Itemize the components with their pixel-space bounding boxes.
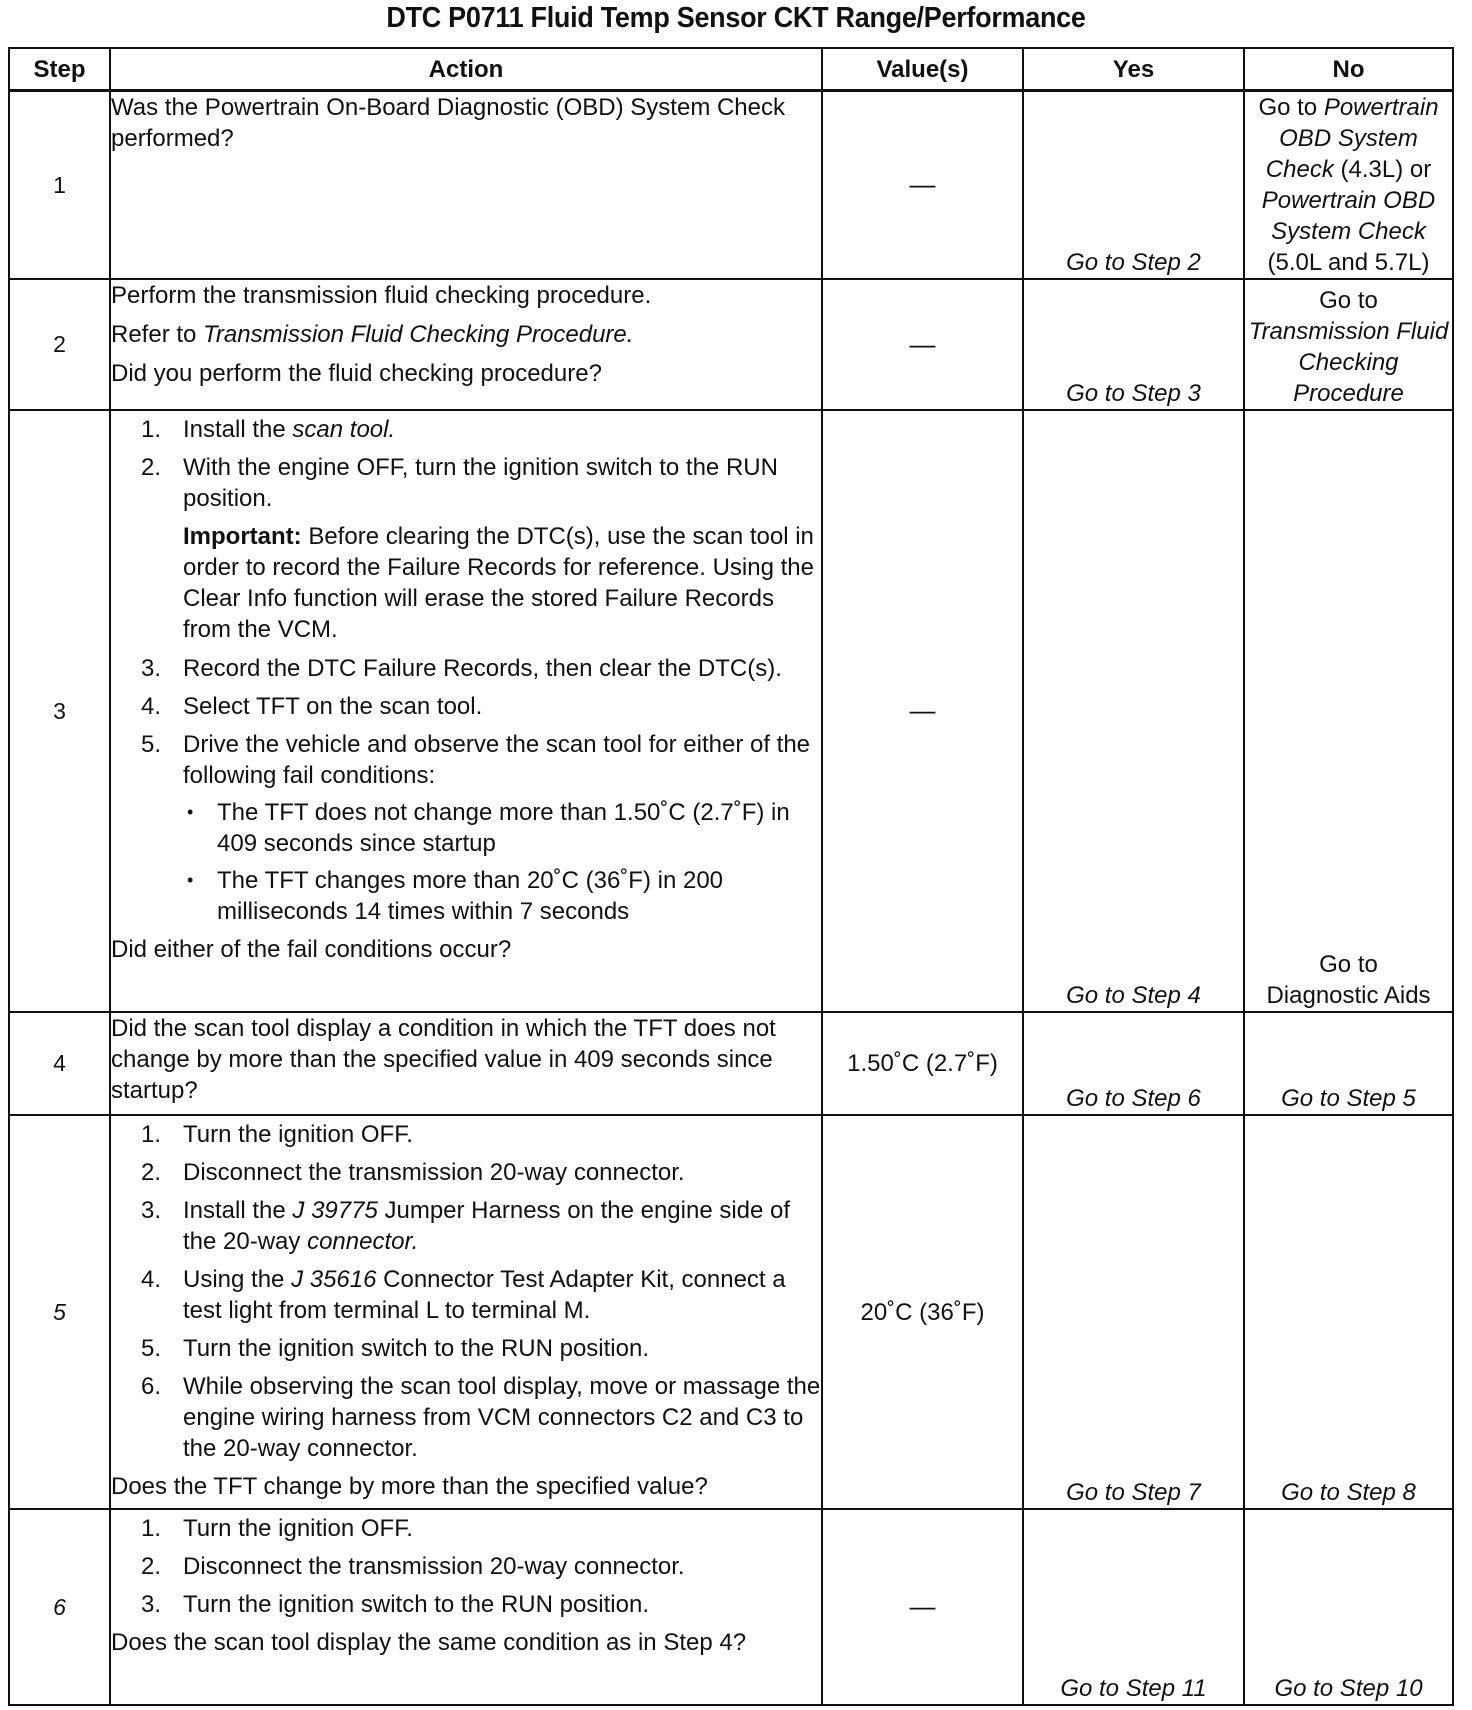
scan-tool-link[interactable]: scan tool.	[292, 416, 396, 443]
action-question: Did you perform the fluid checking procedure?	[111, 360, 602, 387]
no-cell	[1244, 91, 1453, 280]
yes-link[interactable]: Go to Step 6	[1066, 1085, 1201, 1112]
step-text: While observing the scan tool display, move or massage the engine wiring harness from VCM connectors C2 and C3 to the 20-way connector.	[183, 1373, 821, 1462]
value-cell	[822, 91, 1023, 280]
yes-link[interactable]: Go to Step 7	[1066, 1479, 1201, 1506]
action-step: 2. Disconnect the transmission 20-way connector.	[141, 1553, 685, 1580]
table-row-step-6	[9, 1509, 1453, 1705]
value-text: 1.50˚C (2.7˚F)	[847, 1050, 998, 1077]
fail-condition: • The TFT does not change more than 1.50˚C (2.7˚F) in 409 seconds since startup	[183, 797, 821, 859]
step-text: Select TFT on the scan tool.	[183, 693, 483, 720]
important-text: Before clearing the DTC(s), use the scan tool in order to record the Failure Records for reference. Using the Clear Info function will erase the stored Failure Records from the VCM.	[183, 523, 814, 643]
yes-cell	[1023, 410, 1244, 1012]
action-reference	[111, 319, 821, 350]
yes-link[interactable]: Go to Step 11	[1060, 1675, 1207, 1702]
no-cell	[1244, 1012, 1453, 1115]
step-number: 2	[9, 279, 110, 410]
action-steps	[111, 414, 821, 514]
no-part-1: (4.3L) or	[1340, 156, 1432, 183]
yes-cell	[1023, 1012, 1244, 1115]
value-cell	[822, 279, 1023, 410]
value-text: —	[909, 328, 936, 359]
yes-link[interactable]: Go to Step 4	[1066, 982, 1201, 1009]
table-row-step-3	[9, 410, 1453, 1012]
refer-prefix: Refer to	[111, 321, 197, 348]
no-cell	[1244, 410, 1453, 1012]
step-number: 5	[9, 1115, 110, 1509]
header-action: Action	[110, 48, 822, 91]
yes-link[interactable]: Go to Step 3	[1066, 380, 1201, 407]
action-cell	[110, 410, 822, 1012]
value-text: —	[909, 1591, 936, 1621]
action-step: 6. While observing the scan tool display, move or massage the engine wiring harness from VCM connectors C2 and C3 to the 20-way connector.	[141, 1373, 821, 1462]
yes-cell	[1023, 1115, 1244, 1509]
step-text: Turn the ignition OFF.	[183, 1121, 413, 1148]
value-text: —	[909, 695, 936, 725]
yes-cell	[1023, 1509, 1244, 1705]
step-text: Drive the vehicle and observe the scan tool for either of the following fail conditions:	[183, 731, 811, 789]
table-row-step-5	[9, 1115, 1453, 1509]
action-question: Was the Powertrain On-Board Diagnostic (OBD) System Check performed?	[111, 94, 786, 152]
value-cell	[822, 1012, 1023, 1115]
action-question: Did the scan tool display a condition in which the TFT does not change by more than the specified value in 409 seconds since startup?	[111, 1015, 776, 1104]
step-text: Record the DTC Failure Records, then clear the DTC(s).	[183, 655, 782, 682]
table-row-step-1	[9, 91, 1453, 280]
step-number: 3	[9, 410, 110, 1012]
value-cell	[822, 1509, 1023, 1705]
refer-link[interactable]: Transmission Fluid Checking Procedure.	[203, 321, 634, 348]
step-text: Jumper Harness on the engine side of the 20-way	[183, 1197, 791, 1255]
action-step: 5. Turn the ignition switch to the RUN position.	[141, 1335, 649, 1362]
step-number: 4	[9, 1012, 110, 1115]
action-step: 3. Install the J 39775 Jumper Harness on the engine side of the 20-way connector.	[141, 1197, 791, 1255]
action-steps	[111, 1119, 821, 1464]
no-go-to: Go to	[1319, 951, 1378, 978]
action-instruction: Perform the transmission fluid checking procedure.	[111, 282, 652, 309]
action-cell	[110, 279, 822, 410]
action-step: 5. Drive the vehicle and observe the scan tool for either of the following fail conditions: • The TFT does not change more than 1.50˚C (2.7˚F) in 409 seconds since startup • The TFT changes more than 20˚C (36˚F) in 200 milliseconds 14 times within 7 seconds	[111, 729, 821, 927]
diagnostic-table	[8, 47, 1454, 1706]
yes-link[interactable]: Go to Step 2	[1066, 249, 1201, 276]
value-text: —	[909, 169, 936, 199]
page-title: DTC P0711 Fluid Temp Sensor CKT Range/Performance	[386, 2, 1086, 34]
tool-link[interactable]: J 39775	[292, 1197, 378, 1224]
no-link[interactable]: Go to Step 5	[1281, 1085, 1416, 1112]
action-steps	[111, 1513, 821, 1620]
connector-link[interactable]: connector.	[307, 1228, 419, 1255]
no-cell	[1244, 279, 1453, 410]
step-number: 6	[9, 1509, 110, 1705]
no-cell	[1244, 1509, 1453, 1705]
value-text: 20˚C (36˚F)	[860, 1298, 985, 1326]
step-number: 1	[9, 91, 110, 280]
action-step: 1. Turn the ignition OFF.	[141, 1121, 413, 1148]
action-cell	[110, 91, 822, 280]
value-cell	[822, 410, 1023, 1012]
fail-condition: • The TFT changes more than 20˚C (36˚F) in 200 milliseconds 14 times within 7 seconds	[183, 865, 821, 927]
action-cell	[110, 1509, 822, 1705]
step-text: Disconnect the transmission 20-way connector.	[183, 1553, 685, 1580]
important-note	[111, 521, 821, 645]
action-step: 1. Turn the ignition OFF.	[141, 1515, 413, 1542]
step-text: Turn the ignition switch to the RUN position.	[183, 1335, 649, 1362]
action-step: 3. Turn the ignition switch to the RUN position.	[141, 1591, 649, 1618]
no-link[interactable]: Go to Step 8	[1281, 1479, 1416, 1506]
no-link[interactable]: Transmission Fluid Checking Procedure	[1248, 318, 1449, 407]
no-go-to: Go to	[1319, 287, 1378, 314]
step-text: Turn the ignition OFF.	[183, 1515, 413, 1542]
tool-link[interactable]: J 35616	[291, 1266, 377, 1293]
action-question: Does the TFT change by more than the specified value?	[111, 1473, 708, 1500]
step-text: Turn the ignition switch to the RUN position.	[183, 1591, 649, 1618]
no-cell	[1244, 1115, 1453, 1509]
table-row-step-4	[9, 1012, 1453, 1115]
action-question: Did either of the fail conditions occur?	[111, 936, 512, 963]
action-step: 2. Disconnect the transmission 20-way connector.	[141, 1159, 685, 1186]
action-steps	[111, 653, 821, 927]
no-link[interactable]: Go to Step 10	[1274, 1675, 1423, 1702]
value-cell	[822, 1115, 1023, 1509]
action-cell	[110, 1012, 822, 1115]
no-part-2: (5.0L and 5.7L)	[1267, 249, 1430, 276]
action-question: Does the scan tool display the same condition as in Step 4?	[111, 1629, 747, 1656]
fail-conditions	[183, 797, 821, 927]
step-text: Disconnect the transmission 20-way connector.	[183, 1159, 685, 1186]
header-step: Step	[9, 48, 110, 91]
action-step: 4. Using the J 35616 Connector Test Adapter Kit, connect a test light from terminal L to terminal M.	[141, 1266, 786, 1324]
important-label: Important:	[183, 523, 302, 550]
yes-cell	[1023, 279, 1244, 410]
step-text: Install the	[183, 1197, 286, 1224]
no-link[interactable]: Diagnostic Aids	[1266, 982, 1431, 1009]
yes-cell	[1023, 91, 1244, 280]
table-row-step-2	[9, 279, 1453, 410]
step-text: Using the	[183, 1266, 285, 1293]
action-step: 2. With the engine OFF, turn the ignition switch to the RUN position.	[141, 454, 778, 512]
step-text: With the engine OFF, turn the ignition switch to the RUN position.	[183, 454, 778, 512]
action-cell	[110, 1115, 822, 1509]
header-no: No	[1244, 48, 1453, 91]
header-values: Value(s)	[822, 48, 1023, 91]
action-step: 3. Record the DTC Failure Records, then clear the DTC(s).	[141, 655, 782, 682]
step-text: Connector Test Adapter Kit, connect a test light from terminal L to terminal M.	[183, 1266, 786, 1324]
no-go-to: Go to	[1258, 94, 1318, 121]
action-step: 1. Install the scan tool.	[141, 416, 396, 443]
no-link-1[interactable]: Powertrain OBD System Check	[1265, 94, 1439, 183]
header-row	[9, 48, 1453, 91]
action-step: 4. Select TFT on the scan tool.	[141, 693, 483, 720]
no-link-2[interactable]: Powertrain OBD System Check	[1261, 187, 1436, 245]
step-text: Install the	[183, 416, 286, 443]
header-yes: Yes	[1023, 48, 1244, 91]
